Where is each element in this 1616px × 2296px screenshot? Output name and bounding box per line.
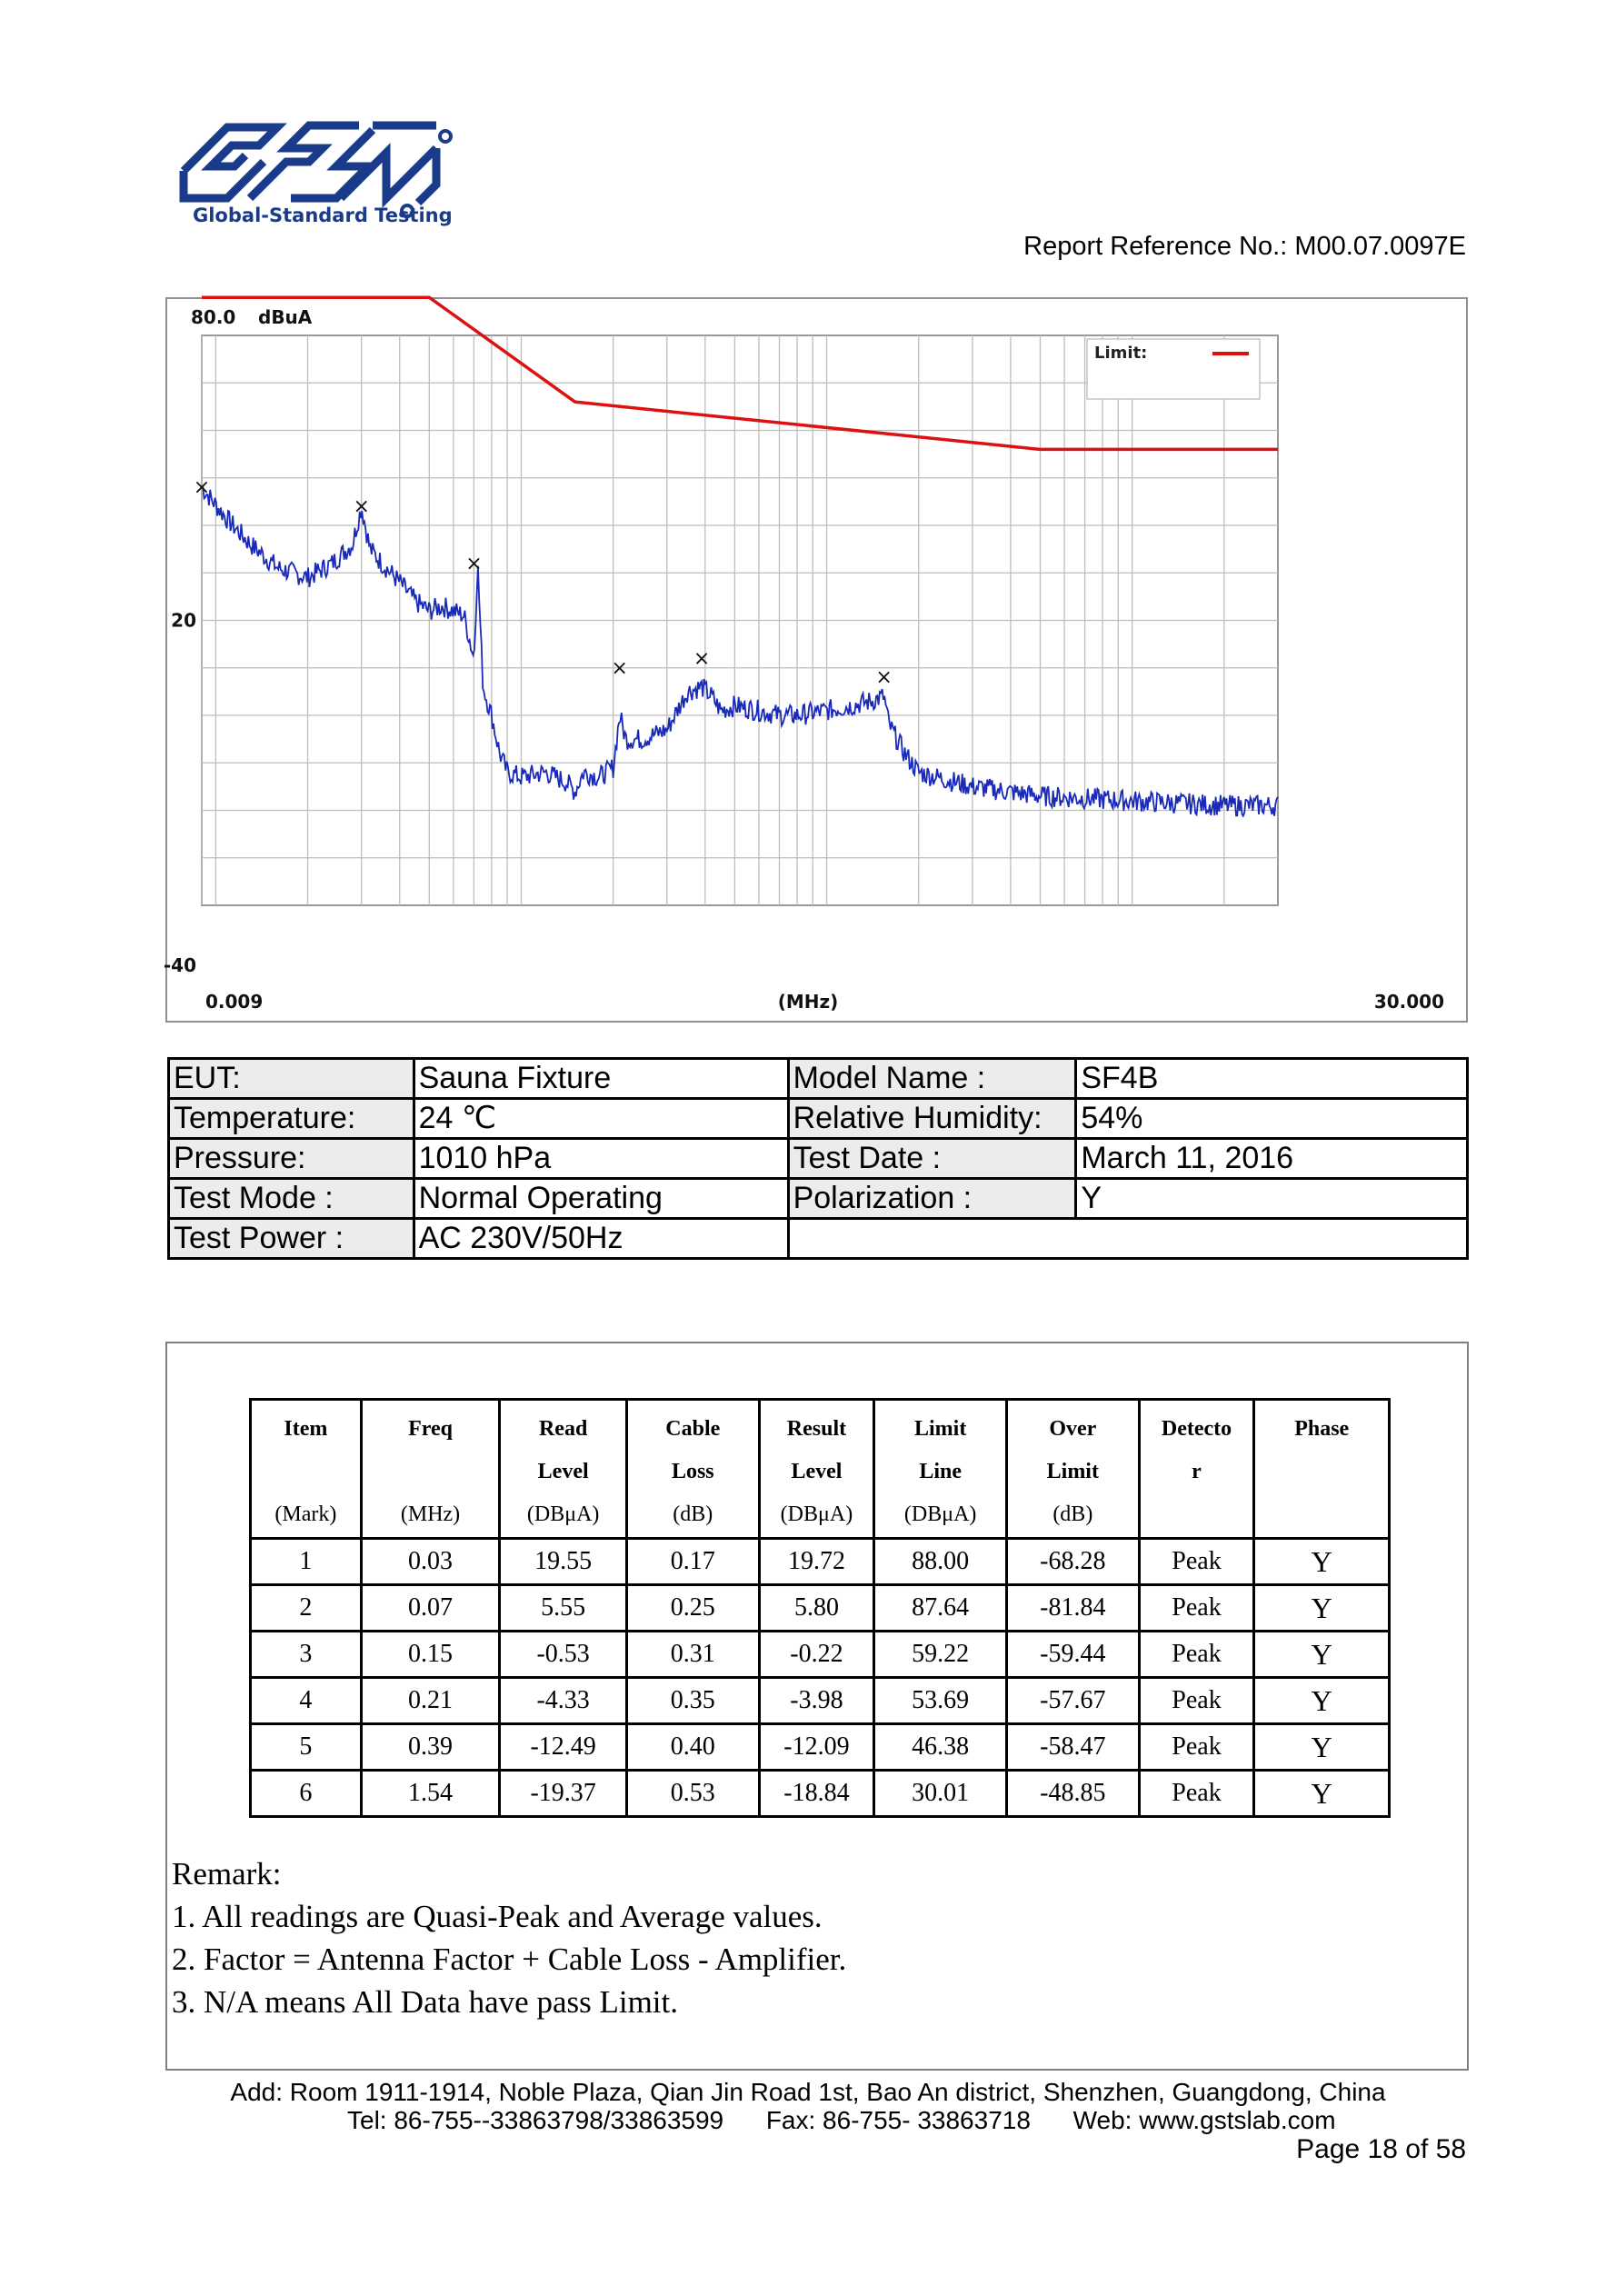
table-row: [251, 1539, 1390, 1585]
footer-address: Add: Room 1911-1914, Noble Plaza, Qian Jin Road 1st, Bao An district, Shenzhen, Guangdong, China: [230, 2078, 1386, 2106]
header-line: Line: [919, 1460, 962, 1483]
table-cell: -58.47: [1007, 1724, 1140, 1771]
test-mode-label: Test Mode :: [169, 1179, 414, 1219]
emission-chart-svg: [163, 299, 1466, 1021]
footer-contact: [347, 2106, 1336, 2135]
remark-title: Remark:: [172, 1856, 282, 1892]
table-cell: -12.09: [759, 1724, 874, 1771]
humidity-label: Relative Humidity:: [788, 1099, 1076, 1139]
table-cell: 0.35: [627, 1678, 760, 1724]
test-info-table: [167, 1057, 1469, 1260]
x-tick-label: 0.009: [205, 991, 264, 1013]
header-line: Loss: [671, 1460, 714, 1483]
table-cell: 0.53: [627, 1771, 760, 1817]
table-cell: 0.40: [627, 1724, 760, 1771]
header-line: Over: [1049, 1417, 1097, 1441]
header-line: Freq: [408, 1417, 453, 1441]
table-cell: 53.69: [874, 1678, 1007, 1724]
table-row: [251, 1771, 1390, 1817]
results-header-cell: [251, 1400, 362, 1539]
test-date-label: Test Date :: [788, 1139, 1076, 1179]
header-line: Cable: [665, 1417, 721, 1441]
table-cell: 0.17: [627, 1539, 760, 1585]
footer-tel: Tel: 86-755--33863798/33863599: [347, 2106, 724, 2134]
header-line: (MHz): [400, 1502, 461, 1526]
table-row: [251, 1632, 1390, 1678]
y-unit-label: dBuA: [258, 306, 313, 328]
header-line: [253, 1451, 359, 1493]
table-cell: 87.64: [874, 1585, 1007, 1632]
table-cell: Peak: [1139, 1724, 1254, 1771]
results-header-cell: [1007, 1400, 1140, 1539]
peak-marker: ×: [875, 666, 893, 690]
table-cell: Y: [1254, 1585, 1390, 1632]
peak-marker: ×: [353, 495, 370, 519]
header-line: (dB): [673, 1502, 713, 1526]
header-line: (DBμA): [526, 1502, 600, 1526]
table-cell: 0.03: [361, 1539, 500, 1585]
results-header-cell: [627, 1400, 760, 1539]
header-line: (DBμA): [780, 1502, 853, 1526]
table-cell: -57.67: [1007, 1678, 1140, 1724]
header-line: Level: [537, 1460, 589, 1483]
table-cell: 0.21: [361, 1678, 500, 1724]
peak-marker: ×: [193, 476, 211, 500]
table-cell: Peak: [1139, 1632, 1254, 1678]
header-line: (Mark): [274, 1502, 337, 1526]
table-cell: Y: [1254, 1678, 1390, 1724]
header-line: Limit: [914, 1417, 967, 1441]
table-cell: 59.22: [874, 1632, 1007, 1678]
table-cell: -0.53: [500, 1632, 627, 1678]
table-cell: -59.44: [1007, 1632, 1140, 1678]
remark-line: 1. All readings are Quasi-Peak and Average values.: [172, 1899, 823, 1934]
table-cell: 5.55: [500, 1585, 627, 1632]
table-cell: 19.55: [500, 1539, 627, 1585]
table-cell: -12.49: [500, 1724, 627, 1771]
test-power-value: AC 230V/50Hz: [414, 1219, 788, 1259]
results-header-cell: [759, 1400, 874, 1539]
model-value: SF4B: [1076, 1059, 1468, 1099]
table-cell: 1: [251, 1539, 362, 1585]
header-line: Item: [284, 1417, 328, 1441]
logo-text: Global-Standard Testing: [193, 205, 453, 226]
header-line: Detecto: [1161, 1417, 1232, 1441]
y-tick-label: 80.0: [191, 306, 236, 328]
temperature-value: 24 ℃: [414, 1099, 788, 1139]
table-cell: -3.98: [759, 1678, 874, 1724]
table-cell: 0.39: [361, 1724, 500, 1771]
table-cell: -18.84: [759, 1771, 874, 1817]
header-line: Read: [538, 1417, 588, 1441]
header-line: [1256, 1451, 1387, 1493]
table-row: [251, 1724, 1390, 1771]
remark-line: 3. N/A means All Data have pass Limit.: [172, 1984, 678, 2020]
table-cell: 30.01: [874, 1771, 1007, 1817]
header-line: [1256, 1493, 1387, 1536]
table-cell: 88.00: [874, 1539, 1007, 1585]
table-cell: 3: [251, 1632, 362, 1678]
table-cell: 0.07: [361, 1585, 500, 1632]
table-cell: -4.33: [500, 1678, 627, 1724]
peak-marker: ×: [465, 552, 483, 575]
table-cell: Peak: [1139, 1771, 1254, 1817]
humidity-value: 54%: [1076, 1099, 1468, 1139]
x-axis-label: (MHz): [777, 991, 839, 1013]
table-cell: Y: [1254, 1632, 1390, 1678]
temperature-label: Temperature:: [169, 1099, 414, 1139]
table-cell: 0.31: [627, 1632, 760, 1678]
table-cell: -19.37: [500, 1771, 627, 1817]
table-cell: 4: [251, 1678, 362, 1724]
table-cell: 0.15: [361, 1632, 500, 1678]
table-cell: Y: [1254, 1771, 1390, 1817]
table-cell: -68.28: [1007, 1539, 1140, 1585]
table-cell: 0.25: [627, 1585, 760, 1632]
legend-label: Limit:: [1094, 344, 1148, 363]
remarks: [172, 1852, 846, 2023]
table-row: [251, 1585, 1390, 1632]
peak-marker: ×: [693, 647, 711, 671]
table-cell: Peak: [1139, 1585, 1254, 1632]
table-cell: 5.80: [759, 1585, 874, 1632]
report-reference: Report Reference No.: M00.07.0097E: [1023, 232, 1466, 261]
header-line: (DBμA): [903, 1502, 977, 1526]
table-cell: Peak: [1139, 1539, 1254, 1585]
x-tick-label: 30.000: [1373, 991, 1444, 1013]
empty-cell: [788, 1219, 1467, 1259]
footer-fax: Fax: 86-755- 33863718: [765, 2106, 1031, 2134]
header-line: [364, 1451, 498, 1493]
results-header-cell: [1254, 1400, 1390, 1539]
table-cell: 6: [251, 1771, 362, 1817]
header-line: [1142, 1493, 1252, 1536]
header-line: Level: [791, 1460, 843, 1483]
table-cell: Y: [1254, 1724, 1390, 1771]
results-header-cell: [874, 1400, 1007, 1539]
polarization-label: Polarization :: [788, 1179, 1076, 1219]
page-number: Page 18 of 58: [1296, 2134, 1466, 2164]
results-header-cell: [361, 1400, 500, 1539]
table-row: [251, 1678, 1390, 1724]
company-logo: [173, 116, 464, 235]
table-cell: -48.85: [1007, 1771, 1140, 1817]
header-line: r: [1192, 1460, 1202, 1483]
results-section: [165, 1342, 1469, 2071]
header-line: (dB): [1052, 1502, 1093, 1526]
gst-logo-mark: [173, 116, 464, 235]
test-date-value: March 11, 2016: [1076, 1139, 1468, 1179]
pressure-label: Pressure:: [169, 1139, 414, 1179]
eut-value: Sauna Fixture: [414, 1059, 788, 1099]
emission-chart: [165, 297, 1468, 1023]
header-line: Result: [786, 1417, 847, 1441]
results-header-cell: [1139, 1400, 1254, 1539]
table-cell: Peak: [1139, 1678, 1254, 1724]
table-cell: 2: [251, 1585, 362, 1632]
y-tick-label: -40: [163, 954, 196, 976]
test-power-label: Test Power :: [169, 1219, 414, 1259]
model-label: Model Name :: [788, 1059, 1076, 1099]
table-cell: Y: [1254, 1539, 1390, 1585]
header-line: Limit: [1046, 1460, 1099, 1483]
test-mode-value: Normal Operating: [414, 1179, 788, 1219]
eut-label: EUT:: [169, 1059, 414, 1099]
table-cell: 1.54: [361, 1771, 500, 1817]
header-line: Phase: [1294, 1417, 1350, 1441]
peak-marker: ×: [611, 656, 628, 680]
y-tick-label: 20: [171, 609, 196, 632]
results-table: [249, 1398, 1391, 1818]
footer-web: Web: www.gstslab.com: [1072, 2106, 1336, 2134]
table-cell: 46.38: [874, 1724, 1007, 1771]
remark-line: 2. Factor = Antenna Factor + Cable Loss - Amplifier.: [172, 1942, 847, 1977]
pressure-value: 1010 hPa: [414, 1139, 788, 1179]
results-header-cell: [500, 1400, 627, 1539]
table-cell: 5: [251, 1724, 362, 1771]
table-cell: -0.22: [759, 1632, 874, 1678]
table-cell: 19.72: [759, 1539, 874, 1585]
table-cell: -81.84: [1007, 1585, 1140, 1632]
polarization-value: Y: [1076, 1179, 1468, 1219]
